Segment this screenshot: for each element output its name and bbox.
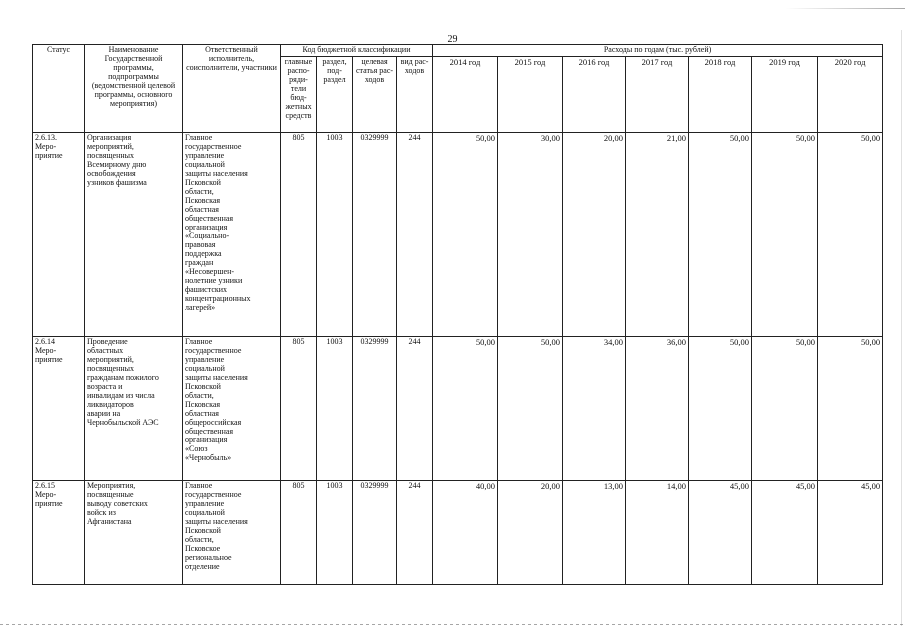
- row-code-article: 0329999: [353, 133, 397, 337]
- header-code-section: раздел, под- раздел: [317, 57, 353, 133]
- row-value-2014: 50,00: [433, 337, 498, 481]
- table-row: [33, 133, 883, 337]
- row-code-gr: 805: [281, 481, 317, 585]
- scan-edge-top: [785, 8, 905, 9]
- row-name: Проведение областных мероприятий, посвященных гражданам пожилого возраста и инвалидам из числа ликвидаторов аварии на Чернобыльской АЭС: [85, 337, 183, 481]
- scan-edge-bottom: [0, 624, 905, 625]
- row-responsible: Главное государственное управление социальной защиты населения Псковской области, Псковское региональное отделение: [183, 481, 281, 585]
- row-status: 2.6.15 Меро- приятие: [33, 481, 85, 585]
- header-expenses: Расходы по годам (тыс. рублей): [433, 45, 883, 57]
- header-year-2015: 2015 год: [498, 57, 563, 133]
- header-row-top: [33, 45, 883, 57]
- row-value-2017: 36,00: [626, 337, 689, 481]
- row-value-2020: 50,00: [818, 133, 883, 337]
- scan-edge-right: [901, 30, 902, 626]
- row-code-type: 244: [397, 133, 433, 337]
- row-code-type: 244: [397, 337, 433, 481]
- header-year-2014: 2014 год: [433, 57, 498, 133]
- header-year-2017: 2017 год: [626, 57, 689, 133]
- header-responsible: Ответственный исполнитель, соисполнители, участники: [183, 45, 281, 133]
- row-value-2016: 13,00: [563, 481, 626, 585]
- row-value-2014: 50,00: [433, 133, 498, 337]
- row-value-2020: 50,00: [818, 337, 883, 481]
- row-value-2014: 40,00: [433, 481, 498, 585]
- row-value-2020: 45,00: [818, 481, 883, 585]
- row-responsible: Главное государственное управление социальной защиты населения Псковской области, Псковская областная общественная организация «Социально- правовая поддержка граждан «Несовершен- нолетние узники фашистских концентрационных лагерей»: [183, 133, 281, 337]
- row-name: Мероприятия, посвященные выводу советских войск из Афганистана: [85, 481, 183, 585]
- budget-table: [32, 44, 883, 585]
- row-code-article: 0329999: [353, 481, 397, 585]
- table-row: [33, 337, 883, 481]
- header-code-article: целевая статья рас- ходов: [353, 57, 397, 133]
- row-code-section: 1003: [317, 481, 353, 585]
- row-value-2015: 20,00: [498, 481, 563, 585]
- row-status: 2.6.14 Меро- приятие: [33, 337, 85, 481]
- header-status: Статус: [33, 45, 85, 133]
- row-code-section: 1003: [317, 133, 353, 337]
- table-row: [33, 481, 883, 585]
- row-value-2017: 14,00: [626, 481, 689, 585]
- header-year-2019: 2019 год: [752, 57, 818, 133]
- header-code-gr: главные распо- ряди- тели бюд- жетных средств: [281, 57, 317, 133]
- header-year-2016: 2016 год: [563, 57, 626, 133]
- row-value-2019: 50,00: [752, 337, 818, 481]
- header-budget-codes: Код бюджетной классификации: [281, 45, 433, 57]
- row-value-2017: 21,00: [626, 133, 689, 337]
- row-value-2019: 50,00: [752, 133, 818, 337]
- row-code-type: 244: [397, 481, 433, 585]
- header-year-2018: 2018 год: [689, 57, 752, 133]
- row-value-2016: 34,00: [563, 337, 626, 481]
- header-year-2020: 2020 год: [818, 57, 883, 133]
- row-status: 2.6.13. Меро- приятие: [33, 133, 85, 337]
- header-name: Наименование Государственной программы, подпрограммы (ведомственной целевой программы, основного мероприятия): [85, 45, 183, 133]
- row-name: Организация мероприятий, посвященных Всемирному дню освобождения узников фашизма: [85, 133, 183, 337]
- row-value-2018: 50,00: [689, 337, 752, 481]
- row-code-gr: 805: [281, 133, 317, 337]
- row-value-2018: 45,00: [689, 481, 752, 585]
- row-code-section: 1003: [317, 337, 353, 481]
- page-number: 29: [447, 34, 458, 45]
- row-value-2019: 45,00: [752, 481, 818, 585]
- row-value-2016: 20,00: [563, 133, 626, 337]
- row-code-gr: 805: [281, 337, 317, 481]
- row-responsible: Главное государственное управление социальной защиты населения Псковской области, Псковская областная общероссийская общественная организация «Союз «Чернобыль»: [183, 337, 281, 481]
- row-code-article: 0329999: [353, 337, 397, 481]
- row-value-2018: 50,00: [689, 133, 752, 337]
- row-value-2015: 30,00: [498, 133, 563, 337]
- header-code-type: вид рас- ходов: [397, 57, 433, 133]
- row-value-2015: 50,00: [498, 337, 563, 481]
